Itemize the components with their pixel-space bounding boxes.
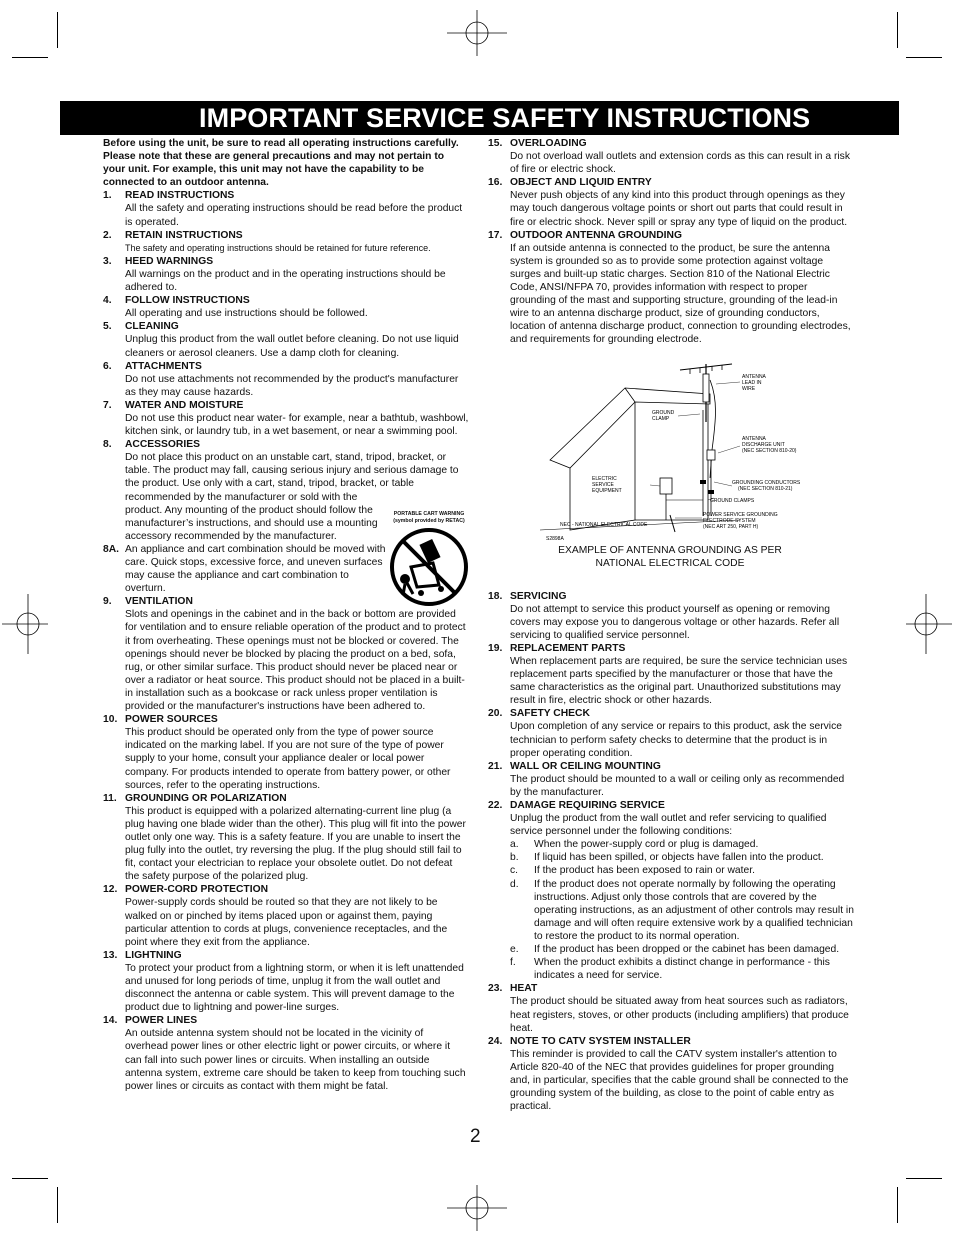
- left-column: [103, 137, 469, 1093]
- instruction-item: [103, 255, 469, 294]
- item-body: Unplug the product from the wall outlet and refer servicing to qualified service personnel under the following conditions:: [510, 813, 827, 838]
- condition-text: If the product has been exposed to rain or water.: [534, 865, 755, 877]
- item-body: Never push objects of any kind into this product through openings as they may touch dangerous voltage points or short out parts that could result in fire or electric shock. Never spill or spray any type of liquid on the product.: [510, 190, 848, 228]
- item-heading: OUTDOOR ANTENNA GROUNDING: [510, 229, 682, 241]
- registration-mark-right: [906, 594, 952, 654]
- item-number: 21.: [488, 760, 503, 772]
- instruction-item: [488, 1035, 854, 1114]
- crop-mark: [57, 12, 58, 48]
- instruction-item: [488, 760, 854, 799]
- item-heading: REPLACEMENT PARTS: [510, 642, 626, 654]
- item-number: 24.: [488, 1035, 503, 1047]
- condition-letter: a.: [510, 839, 519, 851]
- item-number: 5.: [103, 321, 112, 333]
- instruction-item: [488, 590, 854, 642]
- damage-condition: [510, 956, 854, 982]
- instruction-item: [103, 399, 469, 438]
- condition-letter: c.: [510, 865, 519, 877]
- antenna-grounding-diagram: [540, 360, 805, 546]
- registration-mark-top: [447, 10, 507, 56]
- condition-text: If the product does not operate normally by following the operating instructions. Adjust only those controls that are covered by the operating instructions, as an adjustment of other controls may result in damage and will often require extensive work by a qualified technician to restore the product to its normal operation.: [534, 878, 854, 942]
- item-number: 1.: [103, 190, 112, 202]
- instruction-item: [103, 294, 469, 320]
- item-body: Upon completion of any service or repairs to this product, ask the service technician to perform safety checks to determine that the product is in proper operating condition.: [510, 721, 842, 759]
- item-heading: RETAIN INSTRUCTIONS: [125, 229, 243, 241]
- item-heading: WALL OR CEILING MOUNTING: [510, 760, 661, 772]
- item-body: Do not overload wall outlets and extension cords as this can result in a risk of fire or electric shock.: [510, 151, 850, 176]
- item-heading: DAMAGE REQUIRING SERVICE: [510, 800, 665, 811]
- item-heading: LIGHTNING: [125, 949, 182, 961]
- instruction-item: [488, 229, 854, 347]
- damage-condition: [510, 878, 854, 943]
- instruction-item: [103, 360, 469, 399]
- discharge-unit: [707, 450, 715, 460]
- instruction-item: [103, 713, 469, 792]
- damage-condition: [510, 943, 854, 956]
- diagram-caption-line: EXAMPLE OF ANTENNA GROUNDING AS PER: [558, 545, 782, 556]
- label-nec: NEC - NATIONAL ELECTRICAL CODE: [560, 522, 648, 528]
- item-number: 15.: [488, 138, 503, 149]
- instruction-item: [488, 176, 854, 228]
- crop-mark: [12, 57, 48, 58]
- item-heading: ATTACHMENTS: [125, 360, 202, 372]
- item-body: To protect your product from a lightning storm, or when it is left unattended and unused for long periods of time, unplug it from the wall outlet and disconnect the antenna or cable system. This will prevent damage to the product due to lightning and power-line surges.: [125, 962, 464, 1014]
- item-body: This product is equipped with a polarized alternating-current line plug (a plug having one blade wider than the other). This plug will fit into the power outlet only one way. This is a safety feature. If you are unable to insert the plug fully into the outlet, try reversing the plug. If the plug should still fail to fit, contact your electrician to replace your obsolete outlet. Do not defeat the safety purpose of the polarized plug.: [125, 805, 466, 883]
- item-number: 3.: [103, 255, 112, 267]
- item-heading: FOLLOW INSTRUCTIONS: [125, 295, 250, 307]
- instruction-item: [103, 1014, 469, 1093]
- instruction-item: [103, 792, 469, 884]
- page-number: 2: [470, 1126, 481, 1147]
- diagram-caption: [540, 544, 800, 570]
- item-body: recommended by the manufacturer or sold with the product. Any mounting of the product should follow the manufacturer’s instructions, and should use a mounting accessory recommended by the manufacturer.: [125, 491, 378, 542]
- damage-condition: [510, 851, 854, 864]
- item-number: 8A.: [103, 543, 120, 555]
- condition-letter: f.: [510, 957, 516, 969]
- item-heading: SAFETY CHECK: [510, 708, 590, 720]
- instruction-item: [103, 189, 469, 228]
- item-heading: POWER SOURCES: [125, 714, 218, 726]
- label-antenna-lead: ANTENNA LEAD IN WIRE: [742, 374, 766, 392]
- item-heading: POWER-CORD PROTECTION: [125, 884, 269, 896]
- crop-mark: [897, 1187, 898, 1223]
- item-number: 6.: [103, 360, 112, 372]
- label-ground-clamp: GROUND CLAMP: [652, 410, 675, 422]
- item-heading: HEED WARNINGS: [125, 255, 214, 267]
- item-body: Power-supply cords should be routed so that they are not likely to be walked on or pinched by items placed upon or against them, paying particular attention to cords at plugs, convenience receptacles, and the point where they exit from the appliance.: [125, 897, 448, 948]
- instruction-item: [103, 595, 469, 713]
- condition-letter: d.: [510, 878, 519, 890]
- instruction-item: [488, 642, 854, 707]
- item-heading: VENTILATION: [125, 596, 193, 608]
- item-heading: READ INSTRUCTIONS: [125, 190, 235, 202]
- house-wall: [635, 404, 708, 520]
- intro-paragraph: Before using the unit, be sure to read all operating instructions carefully. Please note that these are general precautions and may not pertain to your unit. For example, this unit may not have the capability to be connected to an outdoor antenna.: [103, 138, 459, 189]
- item-number: 7.: [103, 399, 112, 411]
- registration-mark-bottom: [447, 1185, 507, 1231]
- item-body: An outside antenna system should not be located in the vicinity of overhead power lines or other electric light or power circuits, or where it can fall into such power lines or circuits. When installing an outside antenna system, extreme care should be taken to keep from touching such power lines or circuits as contact with them might be fatal.: [125, 1028, 466, 1092]
- item-number: 8.: [103, 439, 112, 451]
- item-heading: GROUNDING OR POLARIZATION: [125, 792, 287, 804]
- item-body: This reminder is provided to call the CATV system installer's attention to Article 820-40 of the NEC that provides guidelines for proper grounding and, in particular, specifies that the cable ground shall be connected to the grounding system of the building, as close to the point of cable entry as practical.: [510, 1048, 849, 1113]
- instruction-item: [488, 799, 854, 982]
- item-body: Slots and openings in the cabinet and in the back or bottom are provided for ventilation and to ensure reliable operation of the product and to protect it from overheating. These openings must not be blocked or covered. The openings should never be blocked by placing the product on a bed, sofa, rug, or other similar surface. This product should never be placed near or over a radiator or heat source. This product should not be placed in a built-in installation such as a bookcase or rack unless proper ventilation is provided or the manufacturer's instructions have been adhered to.: [125, 609, 466, 713]
- item-body: Do not place this product on an unstable cart, stand, tripod, bracket, or table. The product may fall, causing serious injury and serious damage to the product. Use only with a cart, stand, tripod, bracket, or table: [125, 452, 459, 490]
- cart-caption-sub: (symbol provided by RETAC): [393, 518, 465, 524]
- cart-tipover-icon: [389, 527, 469, 607]
- house-roof: [550, 388, 710, 468]
- label-power-service: POWER SERVICE GROUNDING ELECTRODE SYSTEM (NEC ART 250, PART H): [703, 512, 778, 530]
- instruction-item: [103, 949, 469, 1014]
- item-body: The safety and operating instructions should be retained for future reference.: [125, 242, 431, 253]
- item-number: 10.: [103, 714, 118, 726]
- item-number: 14.: [103, 1015, 118, 1027]
- page-title: IMPORTANT SERVICE SAFETY INSTRUCTIONS: [199, 103, 811, 133]
- item-heading: ACCESSORIES: [125, 439, 200, 451]
- label-electric-service: ELECTRIC SERVICE EQUIPMENT: [592, 476, 622, 494]
- damage-condition: [510, 838, 854, 851]
- item-heading: POWER LINES: [125, 1015, 198, 1027]
- item-number: 11.: [103, 792, 117, 804]
- title-bar: [60, 101, 899, 135]
- instruction-item: [103, 229, 469, 255]
- item-heading: WATER AND MOISTURE: [125, 399, 244, 411]
- condition-text: If liquid has been spilled, or objects have fallen into the product.: [534, 852, 824, 864]
- item-heading: HEAT: [510, 983, 538, 995]
- item-number: 23.: [488, 983, 503, 995]
- item-body: All warnings on the product and in the operating instructions should be adhered to.: [125, 268, 446, 294]
- condition-text: If the product has been dropped or the cabinet has been damaged.: [534, 944, 840, 956]
- item-number: 18.: [488, 590, 503, 602]
- item-number: 19.: [488, 642, 503, 654]
- item-number: 4.: [103, 295, 112, 307]
- cart-caption: PORTABLE CART WARNING: [393, 511, 465, 517]
- item-body: When replacement parts are required, be sure the service technician uses replacement parts specified by the manufacturer or those that have the same characteristics as the original part. Unauthorized substitutions may result in fire, electric shock or other hazards.: [510, 655, 848, 707]
- item-number: 13.: [103, 949, 118, 961]
- label-discharge-unit: ANTENNA DISCHARGE UNIT (NEC SECTION 810-20): [742, 436, 797, 454]
- item-number: 22.: [488, 800, 503, 811]
- crop-mark: [906, 1178, 942, 1179]
- item-body: All operating and use instructions should be followed.: [125, 308, 368, 320]
- right-column: [488, 137, 854, 1113]
- instruction-item: [103, 883, 469, 948]
- label-code: S2898A: [546, 536, 564, 542]
- item-body: This product should be operated only from the type of power source indicated on the marking label. If you are not sure of the type of power supply to your home, consult your appliance dealer or local power company. For products intended to operate from battery power, or other sources, refer to the operating instructions.: [125, 727, 451, 791]
- item-number: 2.: [103, 229, 112, 241]
- item-number: 20.: [488, 708, 503, 720]
- item-body: The product should be situated away from heat sources such as radiators, heat registers, stoves, or other products (including amplifiers) that produce heat.: [510, 996, 849, 1034]
- instruction-item: [103, 320, 469, 359]
- item-heading: OBJECT AND LIQUID ENTRY: [510, 177, 652, 189]
- electric-service-box: [660, 478, 672, 494]
- item-body: Do not use this product near water- for example, near a bathtub, washbowl, kitchen sink, or laundry tub, in a wet basement, or near a swimming pool.: [125, 412, 469, 438]
- crop-mark: [897, 12, 898, 48]
- item-body: An appliance and cart combination should be moved with care. Quick stops, excessive force, and uneven surfaces may cause the appliance and cart combination to overturn.: [125, 543, 386, 595]
- portable-cart-warning: [389, 511, 469, 606]
- item-body: Do not attempt to service this product yourself as opening or removing covers may expose you to dangerous voltage or other hazards. Refer all servicing to qualified service personnel.: [510, 603, 840, 641]
- condition-letter: b.: [510, 852, 519, 864]
- condition-text: When the product exhibits a distinct change in performance - this indicates a need for service.: [534, 957, 830, 982]
- condition-letter: e.: [510, 944, 519, 956]
- condition-text: When the power-supply cord or plug is damaged.: [534, 839, 759, 851]
- item-number: 9.: [103, 596, 112, 608]
- instruction-item: [488, 982, 854, 1034]
- item-heading: OVERLOADING: [510, 138, 587, 149]
- item-heading: SERVICING: [510, 590, 567, 602]
- item-number: 16.: [488, 177, 503, 189]
- item-body: The product should be mounted to a wall or ceiling only as recommended by the manufacturer.: [510, 773, 845, 798]
- crop-mark: [57, 1187, 58, 1223]
- diagram-caption-line: NATIONAL ELECTRICAL CODE: [595, 558, 745, 569]
- item-heading: CLEANING: [125, 321, 179, 333]
- label-grounding-conductors: GROUNDING CONDUCTORS (NEC SECTION 810-21): [732, 480, 801, 492]
- item-body: If an outside antenna is connected to the product, be sure the antenna system is grounded so as to provide some protection against voltage surges and built-up static charges. Section 810 of the National Electric Code, ANSI/NFPA 70, provides information with respect to proper grounding of the mast and supporting structure, grounding of the lead-in wire to an antenna discharge product, size of grounding conductors, location of antenna discharge product, connection to grounding electrodes, and requirements for grounding electrode.: [510, 242, 851, 346]
- item-heading: NOTE TO CATV SYSTEM INSTALLER: [510, 1035, 691, 1047]
- instruction-item: [488, 137, 854, 176]
- item-number: 17.: [488, 229, 503, 241]
- item-number: 12.: [103, 884, 118, 896]
- registration-mark-left: [2, 594, 48, 654]
- crop-mark: [12, 1178, 48, 1179]
- label-ground-clamps: GROUND CLAMPS: [710, 498, 755, 504]
- instruction-item: [488, 707, 854, 759]
- item-body: Do not use attachments not recommended by the product's manufacturer as they may cause hazards.: [125, 373, 459, 398]
- crop-mark: [906, 57, 942, 58]
- item-body: Unplug this product from the wall outlet before cleaning. Do not use liquid cleaners or aerosol cleaners. Use a damp cloth for cleaning.: [125, 334, 459, 359]
- damage-condition: [510, 864, 854, 877]
- item-body: All the safety and operating instructions should be read before the product is operated.: [125, 203, 463, 228]
